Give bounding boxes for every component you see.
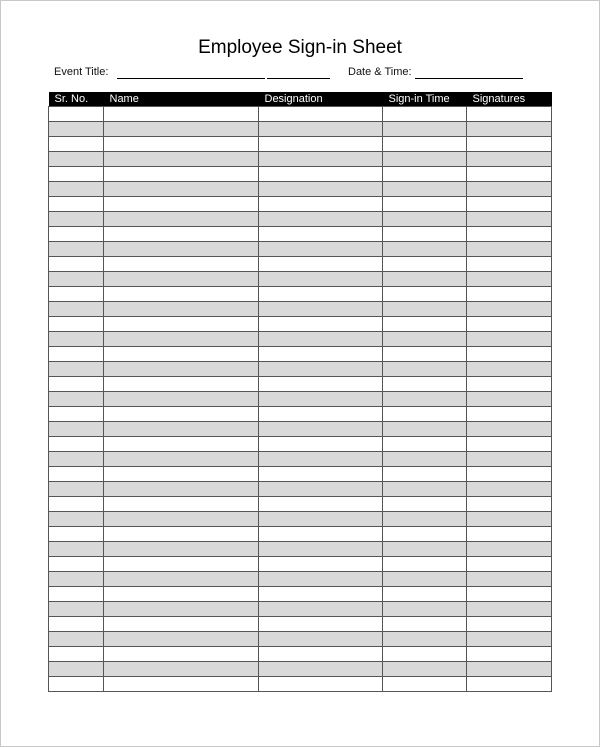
table-row <box>49 497 552 512</box>
table-row <box>49 467 552 482</box>
table-row <box>49 392 552 407</box>
designation-cell[interactable] <box>259 137 383 152</box>
designation-cell[interactable] <box>259 677 383 692</box>
name-cell[interactable] <box>104 182 259 197</box>
sign-in-time-cell[interactable] <box>383 272 467 287</box>
name-cell[interactable] <box>104 257 259 272</box>
signature-cell[interactable] <box>467 257 552 272</box>
designation-cell[interactable] <box>259 197 383 212</box>
designation-cell[interactable] <box>259 512 383 527</box>
table-row <box>49 677 552 692</box>
sr-no-cell[interactable] <box>49 152 104 167</box>
name-cell[interactable] <box>104 122 259 137</box>
designation-cell[interactable] <box>259 557 383 572</box>
sr-no-cell[interactable] <box>49 662 104 677</box>
table-row <box>49 212 552 227</box>
table-row <box>49 377 552 392</box>
table-row <box>49 602 552 617</box>
column-header-sr-no: Sr. No. <box>49 92 104 107</box>
sign-in-time-cell[interactable] <box>383 227 467 242</box>
designation-cell[interactable] <box>259 527 383 542</box>
name-cell[interactable] <box>104 572 259 587</box>
table-row <box>49 257 552 272</box>
name-cell[interactable] <box>104 332 259 347</box>
sr-no-cell[interactable] <box>49 632 104 647</box>
sr-no-cell[interactable] <box>49 287 104 302</box>
sr-no-cell[interactable] <box>49 482 104 497</box>
name-cell[interactable] <box>104 542 259 557</box>
sign-in-time-cell[interactable] <box>383 107 467 122</box>
designation-cell[interactable] <box>259 617 383 632</box>
signature-cell[interactable] <box>467 182 552 197</box>
designation-cell[interactable] <box>259 302 383 317</box>
designation-cell[interactable] <box>259 497 383 512</box>
designation-cell[interactable] <box>259 152 383 167</box>
sr-no-cell[interactable] <box>49 542 104 557</box>
sign-in-time-cell[interactable] <box>383 197 467 212</box>
designation-cell[interactable] <box>259 212 383 227</box>
sr-no-cell[interactable] <box>49 617 104 632</box>
signature-cell[interactable] <box>467 677 552 692</box>
name-cell[interactable] <box>104 437 259 452</box>
designation-cell[interactable] <box>259 542 383 557</box>
sr-no-cell[interactable] <box>49 302 104 317</box>
name-cell[interactable] <box>104 467 259 482</box>
signature-cell[interactable] <box>467 452 552 467</box>
sr-no-cell[interactable] <box>49 587 104 602</box>
signature-cell[interactable] <box>467 467 552 482</box>
name-cell[interactable] <box>104 452 259 467</box>
sr-no-cell[interactable] <box>49 437 104 452</box>
designation-cell[interactable] <box>259 122 383 137</box>
sr-no-cell[interactable] <box>49 452 104 467</box>
name-cell[interactable] <box>104 272 259 287</box>
signature-cell[interactable] <box>467 512 552 527</box>
name-cell[interactable] <box>104 287 259 302</box>
name-cell[interactable] <box>104 422 259 437</box>
sr-no-cell[interactable] <box>49 497 104 512</box>
sign-in-time-cell[interactable] <box>383 512 467 527</box>
table-row <box>49 317 552 332</box>
table-row <box>49 332 552 347</box>
column-header-signatures: Signatures <box>467 92 552 107</box>
sign-in-time-cell[interactable] <box>383 437 467 452</box>
designation-cell[interactable] <box>259 407 383 422</box>
signature-cell[interactable] <box>467 272 552 287</box>
sign-in-time-cell[interactable] <box>383 617 467 632</box>
table-row <box>49 482 552 497</box>
signature-cell[interactable] <box>467 647 552 662</box>
designation-cell[interactable] <box>259 482 383 497</box>
signature-cell[interactable] <box>467 602 552 617</box>
table-row <box>49 557 552 572</box>
name-cell[interactable] <box>104 347 259 362</box>
signature-cell[interactable] <box>467 167 552 182</box>
sign-in-time-cell[interactable] <box>383 662 467 677</box>
sr-no-cell[interactable] <box>49 392 104 407</box>
designation-cell[interactable] <box>259 182 383 197</box>
name-cell[interactable] <box>104 377 259 392</box>
sign-in-time-cell[interactable] <box>383 602 467 617</box>
column-header-sign-in-time: Sign-in Time <box>383 92 467 107</box>
signature-cell[interactable] <box>467 497 552 512</box>
sr-no-cell[interactable] <box>49 182 104 197</box>
sr-no-cell[interactable] <box>49 122 104 137</box>
designation-cell[interactable] <box>259 662 383 677</box>
designation-cell[interactable] <box>259 347 383 362</box>
designation-cell[interactable] <box>259 452 383 467</box>
signature-cell[interactable] <box>467 227 552 242</box>
name-cell[interactable] <box>104 362 259 377</box>
signature-cell[interactable] <box>467 632 552 647</box>
sign-in-time-cell[interactable] <box>383 137 467 152</box>
table-row <box>49 617 552 632</box>
sr-no-cell[interactable] <box>49 257 104 272</box>
name-cell[interactable] <box>104 317 259 332</box>
sr-no-cell[interactable] <box>49 527 104 542</box>
name-cell[interactable] <box>104 512 259 527</box>
sr-no-cell[interactable] <box>49 332 104 347</box>
table-row <box>49 452 552 467</box>
designation-cell[interactable] <box>259 362 383 377</box>
name-cell[interactable] <box>104 212 259 227</box>
name-cell[interactable] <box>104 602 259 617</box>
table-row <box>49 182 552 197</box>
signature-cell[interactable] <box>467 107 552 122</box>
table-row <box>49 107 552 122</box>
designation-cell[interactable] <box>259 242 383 257</box>
signature-cell[interactable] <box>467 617 552 632</box>
sr-no-cell[interactable] <box>49 272 104 287</box>
name-cell[interactable] <box>104 392 259 407</box>
designation-cell[interactable] <box>259 602 383 617</box>
designation-cell[interactable] <box>259 227 383 242</box>
name-cell[interactable] <box>104 227 259 242</box>
signature-cell[interactable] <box>467 347 552 362</box>
sign-in-time-cell[interactable] <box>383 392 467 407</box>
event-title-line-1[interactable] <box>117 78 265 79</box>
designation-cell[interactable] <box>259 287 383 302</box>
date-time-label: Date & Time: <box>348 66 412 78</box>
sr-no-cell[interactable] <box>49 677 104 692</box>
sr-no-cell[interactable] <box>49 512 104 527</box>
sr-no-cell[interactable] <box>49 467 104 482</box>
table-row <box>49 422 552 437</box>
table-row <box>49 242 552 257</box>
designation-cell[interactable] <box>259 587 383 602</box>
table-row <box>49 572 552 587</box>
sign-in-time-cell[interactable] <box>383 647 467 662</box>
sr-no-cell[interactable] <box>49 602 104 617</box>
name-cell[interactable] <box>104 617 259 632</box>
signature-cell[interactable] <box>467 422 552 437</box>
signature-cell[interactable] <box>467 482 552 497</box>
name-cell[interactable] <box>104 197 259 212</box>
name-cell[interactable] <box>104 632 259 647</box>
table-row <box>49 542 552 557</box>
designation-cell[interactable] <box>259 422 383 437</box>
name-cell[interactable] <box>104 152 259 167</box>
signature-cell[interactable] <box>467 572 552 587</box>
name-cell[interactable] <box>104 677 259 692</box>
designation-cell[interactable] <box>259 437 383 452</box>
sign-in-time-cell[interactable] <box>383 347 467 362</box>
signature-cell[interactable] <box>467 212 552 227</box>
signature-cell[interactable] <box>467 557 552 572</box>
sign-in-time-cell[interactable] <box>383 422 467 437</box>
signature-cell[interactable] <box>467 392 552 407</box>
table-header-row <box>49 92 552 107</box>
sr-no-cell[interactable] <box>49 557 104 572</box>
sign-in-time-cell[interactable] <box>383 527 467 542</box>
sr-no-cell[interactable] <box>49 227 104 242</box>
sr-no-cell[interactable] <box>49 647 104 662</box>
name-cell[interactable] <box>104 557 259 572</box>
sr-no-cell[interactable] <box>49 377 104 392</box>
sign-in-time-cell[interactable] <box>383 317 467 332</box>
signature-cell[interactable] <box>467 437 552 452</box>
signature-cell[interactable] <box>467 152 552 167</box>
sr-no-cell[interactable] <box>49 212 104 227</box>
name-cell[interactable] <box>104 302 259 317</box>
sign-in-time-cell[interactable] <box>383 152 467 167</box>
sign-in-time-cell[interactable] <box>383 242 467 257</box>
table-row <box>49 167 552 182</box>
sr-no-cell[interactable] <box>49 422 104 437</box>
signature-cell[interactable] <box>467 377 552 392</box>
signature-cell[interactable] <box>467 362 552 377</box>
sr-no-cell[interactable] <box>49 197 104 212</box>
sign-in-time-cell[interactable] <box>383 452 467 467</box>
signature-cell[interactable] <box>467 122 552 137</box>
sign-in-time-cell[interactable] <box>383 632 467 647</box>
designation-cell[interactable] <box>259 107 383 122</box>
table-row <box>49 362 552 377</box>
table-row <box>49 662 552 677</box>
designation-cell[interactable] <box>259 377 383 392</box>
table-row <box>49 527 552 542</box>
designation-cell[interactable] <box>259 572 383 587</box>
signature-cell[interactable] <box>467 542 552 557</box>
event-title-label: Event Title: <box>54 66 109 78</box>
sr-no-cell[interactable] <box>49 347 104 362</box>
name-cell[interactable] <box>104 497 259 512</box>
signature-cell[interactable] <box>467 242 552 257</box>
name-cell[interactable] <box>104 242 259 257</box>
name-cell[interactable] <box>104 107 259 122</box>
designation-cell[interactable] <box>259 272 383 287</box>
table-row <box>49 587 552 602</box>
sign-in-time-cell[interactable] <box>383 302 467 317</box>
sign-in-time-cell[interactable] <box>383 122 467 137</box>
name-cell[interactable] <box>104 587 259 602</box>
table-body <box>49 107 552 692</box>
designation-cell[interactable] <box>259 392 383 407</box>
sign-in-time-cell[interactable] <box>383 332 467 347</box>
sr-no-cell[interactable] <box>49 317 104 332</box>
designation-cell[interactable] <box>259 647 383 662</box>
name-cell[interactable] <box>104 482 259 497</box>
signature-cell[interactable] <box>467 407 552 422</box>
table-row <box>49 287 552 302</box>
sign-in-time-cell[interactable] <box>383 467 467 482</box>
sign-in-time-cell[interactable] <box>383 557 467 572</box>
table-row <box>49 437 552 452</box>
designation-cell[interactable] <box>259 632 383 647</box>
sign-in-time-cell[interactable] <box>383 377 467 392</box>
table-row <box>49 272 552 287</box>
page-title: Employee Sign-in Sheet <box>198 37 402 58</box>
signature-cell[interactable] <box>467 662 552 677</box>
table-row <box>49 137 552 152</box>
designation-cell[interactable] <box>259 467 383 482</box>
table-row <box>49 122 552 137</box>
designation-cell[interactable] <box>259 332 383 347</box>
table-row <box>49 632 552 647</box>
sign-in-time-cell[interactable] <box>383 287 467 302</box>
table-row <box>49 407 552 422</box>
designation-cell[interactable] <box>259 257 383 272</box>
signature-cell[interactable] <box>467 137 552 152</box>
table-row <box>49 302 552 317</box>
date-time-line[interactable] <box>415 78 523 79</box>
sign-in-time-cell[interactable] <box>383 257 467 272</box>
sign-in-time-cell[interactable] <box>383 572 467 587</box>
name-cell[interactable] <box>104 407 259 422</box>
sign-in-time-cell[interactable] <box>383 212 467 227</box>
sign-in-time-cell[interactable] <box>383 497 467 512</box>
sr-no-cell[interactable] <box>49 137 104 152</box>
sign-in-time-cell[interactable] <box>383 362 467 377</box>
event-title-line-2[interactable] <box>267 78 330 79</box>
designation-cell[interactable] <box>259 317 383 332</box>
table-row <box>49 347 552 362</box>
signature-cell[interactable] <box>467 317 552 332</box>
name-cell[interactable] <box>104 527 259 542</box>
sign-in-time-cell[interactable] <box>383 407 467 422</box>
sr-no-cell[interactable] <box>49 242 104 257</box>
name-cell[interactable] <box>104 662 259 677</box>
table-row <box>49 227 552 242</box>
sign-in-time-cell[interactable] <box>383 167 467 182</box>
sign-in-table <box>48 92 552 692</box>
signature-cell[interactable] <box>467 287 552 302</box>
sr-no-cell[interactable] <box>49 407 104 422</box>
sign-in-time-cell[interactable] <box>383 677 467 692</box>
name-cell[interactable] <box>104 647 259 662</box>
name-cell[interactable] <box>104 167 259 182</box>
signature-cell[interactable] <box>467 332 552 347</box>
table-row <box>49 152 552 167</box>
table-row <box>49 647 552 662</box>
table-row <box>49 512 552 527</box>
sign-in-time-cell[interactable] <box>383 482 467 497</box>
sr-no-cell[interactable] <box>49 167 104 182</box>
table-row <box>49 197 552 212</box>
signature-cell[interactable] <box>467 197 552 212</box>
sr-no-cell[interactable] <box>49 362 104 377</box>
name-cell[interactable] <box>104 137 259 152</box>
column-header-name: Name <box>104 92 259 107</box>
signature-cell[interactable] <box>467 527 552 542</box>
column-header-designation: Designation <box>259 92 383 107</box>
signature-cell[interactable] <box>467 302 552 317</box>
designation-cell[interactable] <box>259 167 383 182</box>
signature-cell[interactable] <box>467 587 552 602</box>
sr-no-cell[interactable] <box>49 107 104 122</box>
meta-row <box>1 66 599 84</box>
sign-in-time-cell[interactable] <box>383 542 467 557</box>
sr-no-cell[interactable] <box>49 572 104 587</box>
sign-in-time-cell[interactable] <box>383 182 467 197</box>
sign-in-time-cell[interactable] <box>383 587 467 602</box>
